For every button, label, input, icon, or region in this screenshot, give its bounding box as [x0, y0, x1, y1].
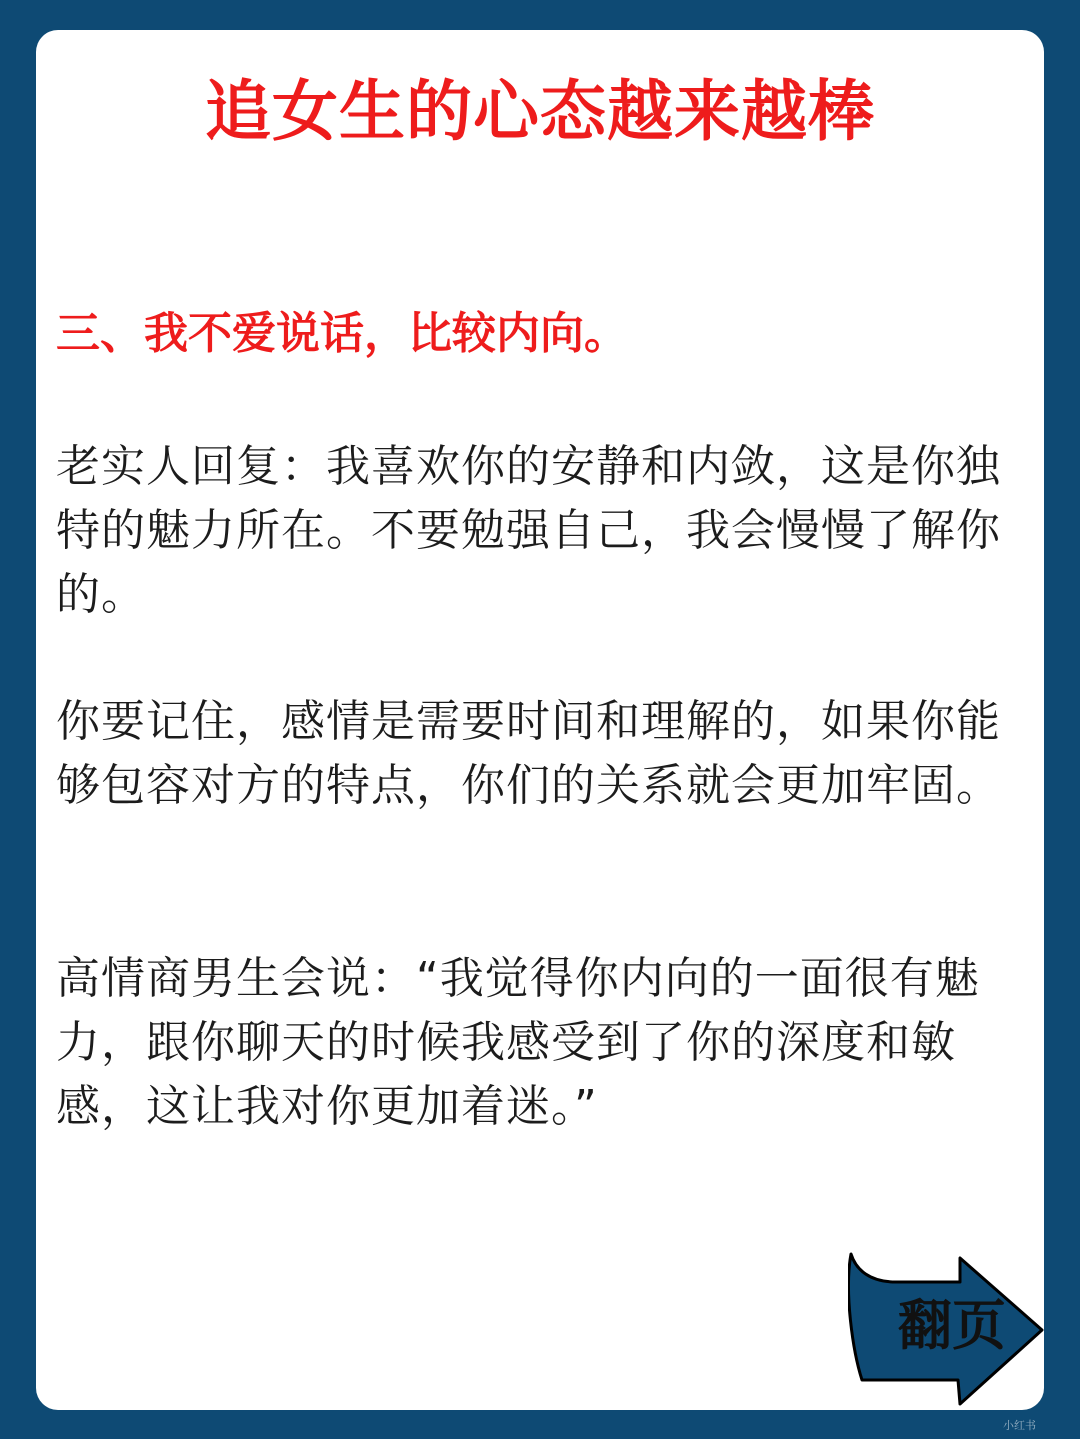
page-title: 追女生的心态越来越棒 [205, 73, 875, 150]
paragraph-high-eq-reply: 高情商男生会说：“我觉得你内向的一面很有魅力，跟你聊天的时候我感受到了你的深度和敏感，这让我对你更加着迷。” [56, 953, 980, 1132]
paragraph-honest-reply: 老实人回复：我喜欢你的安静和内敛，这是你独特的魅力所在。不要勉强自己，我会慢慢了解你的。 [56, 441, 1001, 620]
section-heading: 三、我不爱说话，比较内向。 [56, 308, 628, 359]
next-page-button[interactable] [848, 1252, 1048, 1408]
content-card [36, 30, 1044, 1410]
paragraph-advice: 你要记住，感情是需要时间和理解的，如果你能够包容对方的特点，你们的关系就会更加牢固。 [56, 696, 1001, 811]
next-page-label: 翻页 [898, 1293, 1006, 1357]
watermark: 小红书 [1003, 1419, 1036, 1432]
